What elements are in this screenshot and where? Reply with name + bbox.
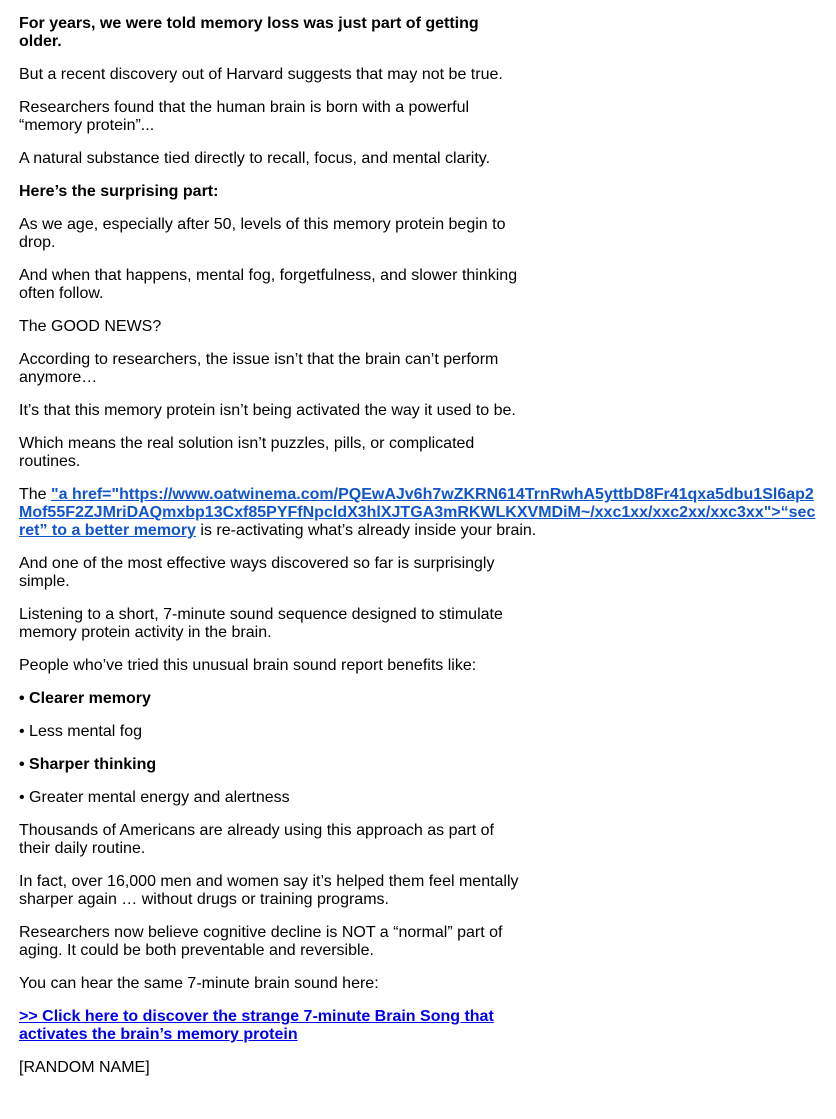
paragraph-natural-substance: A natural substance tied directly to recall, focus, and mental clarity.	[19, 150, 491, 167]
cta-paragraph	[19, 1008, 524, 1044]
benefit-item: • Sharper thinking	[19, 756, 157, 773]
paragraph-sound-sequence: Listening to a short, 7-minute sound sequence designed to stimulate memory protein activity in the brain.	[19, 606, 503, 641]
paragraph-secret	[19, 486, 819, 540]
benefit-item: • Clearer memory	[19, 690, 151, 707]
paragraph-good-news: The GOOD NEWS?	[19, 318, 162, 335]
secret-suffix: is re-activating what’s already inside your brain.	[195, 522, 537, 539]
paragraph-age: As we age, especially after 50, levels of this memory protein begin to drop.	[19, 216, 506, 251]
benefit-item: • Greater mental energy and alertness	[19, 789, 290, 806]
secret-prefix: The	[19, 486, 52, 503]
paragraph-researchers: According to researchers, the issue isn’t that the brain can’t perform anymore…	[19, 351, 499, 386]
paragraph-memory-protein: Researchers found that the human brain is born with a powerful “memory protein”...	[19, 99, 470, 134]
benefit-item: • Less mental fog	[19, 723, 142, 740]
secret-link[interactable]: "a href="https://www.oatwinema.com/PQEwAJv6h7wZKRN614TrnRwhA5yttbD8Fr41qxa5dbu1Sl6ap2Mof55F2ZJMriDAQmxbp13Cxf85PYFfNpcldX3hlXJTGA3mRKWLKXVMDiM~/xxc1xx/xxc2xx/xxc3xx">“secret” to a better memory	[19, 486, 816, 539]
paragraph-simple: And one of the most effective ways discovered so far is surprisingly simple.	[19, 555, 495, 590]
paragraph-activation: It’s that this memory protein isn’t being activated the way it used to be.	[19, 402, 516, 419]
signature: [RANDOM NAME]	[19, 1059, 150, 1076]
paragraph-solution: Which means the real solution isn’t puzzles, pills, or complicated routines.	[19, 435, 475, 470]
cta-link[interactable]: >> Click here to discover the strange 7-minute Brain Song that activates the brain’s memory protein	[19, 1008, 494, 1043]
paragraph-harvard: But a recent discovery out of Harvard suggests that may not be true.	[19, 66, 503, 83]
surprising-heading: Here’s the surprising part:	[19, 183, 219, 200]
paragraph-fog: And when that happens, mental fog, forgetfulness, and slower thinking often follow.	[19, 267, 518, 302]
paragraph-thousands: Thousands of Americans are already using this approach as part of their daily routine.	[19, 822, 494, 857]
paragraph-hear-sound: You can hear the same 7-minute brain sound here:	[19, 975, 379, 992]
paragraph-benefits-intro: People who’ve tried this unusual brain sound report benefits like:	[19, 657, 477, 674]
paragraph-testimonials: In fact, over 16,000 men and women say it’s helped them feel mentally sharper again … without drugs or training programs.	[19, 873, 519, 908]
paragraph-cognitive-decline: Researchers now believe cognitive decline is NOT a “normal” part of aging. It could be both preventable and reversible.	[19, 924, 503, 959]
headline: For years, we were told memory loss was just part of getting older.	[19, 15, 479, 50]
email-body	[19, 15, 819, 1092]
